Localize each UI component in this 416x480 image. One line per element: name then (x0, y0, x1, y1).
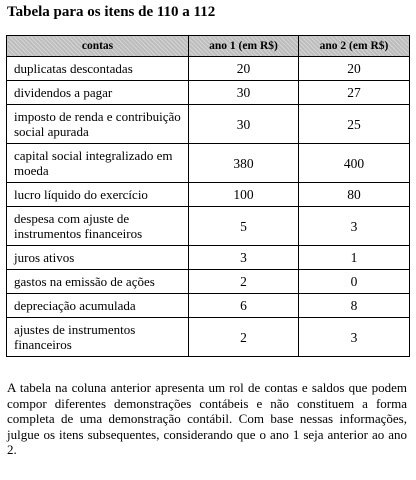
table-row (7, 144, 410, 183)
cell-ano-2: 80 (299, 183, 410, 207)
cell-ano-1: 100 (189, 183, 299, 207)
header-ano-1: ano 1 (em R$) (189, 36, 299, 57)
cell-conta: ajustes de instrumentos financeiros (7, 318, 189, 357)
table-row (7, 105, 410, 144)
cell-ano-1: 2 (189, 318, 299, 357)
cell-conta: depreciação acumulada (7, 294, 189, 318)
table-row (7, 294, 410, 318)
accounts-table (6, 35, 410, 357)
cell-ano-2: 25 (299, 105, 410, 144)
table-row (7, 57, 410, 81)
cell-conta: capital social integralizado em moeda (7, 144, 189, 183)
cell-ano-2: 0 (299, 270, 410, 294)
cell-ano-1: 380 (189, 144, 299, 183)
cell-conta: despesa com ajuste de instrumentos financeiros (7, 207, 189, 246)
cell-ano-2: 3 (299, 318, 410, 357)
cell-ano-1: 6 (189, 294, 299, 318)
cell-conta: juros ativos (7, 246, 189, 270)
section-title: Tabela para os itens de 110 a 112 (7, 4, 216, 20)
cell-ano-1: 30 (189, 105, 299, 144)
table-row (7, 81, 410, 105)
cell-ano-1: 30 (189, 81, 299, 105)
cell-conta: gastos na emissão de ações (7, 270, 189, 294)
cell-ano-2: 20 (299, 57, 410, 81)
table-row (7, 183, 410, 207)
cell-ano-2: 8 (299, 294, 410, 318)
cell-ano-1: 3 (189, 246, 299, 270)
cell-conta: dividendos a pagar (7, 81, 189, 105)
table-row (7, 318, 410, 357)
table-row (7, 270, 410, 294)
cell-conta: duplicatas descontadas (7, 57, 189, 81)
table-row (7, 207, 410, 246)
instructions-paragraph: A tabela na coluna anterior apresenta um rol de contas e saldos que podem compor diferentes demonstrações contábeis e não constituem a forma completa de uma demonstração contábil. Com base nessas informações, julgue os itens subsequentes, considerando que o ano 1 seja anterior ao ano 2. (7, 380, 407, 457)
table-header-row (7, 36, 410, 57)
cell-ano-2: 3 (299, 207, 410, 246)
cell-conta: lucro líquido do exercício (7, 183, 189, 207)
cell-ano-2: 400 (299, 144, 410, 183)
cell-conta: imposto de renda e contribuição social apurada (7, 105, 189, 144)
table-row (7, 246, 410, 270)
cell-ano-1: 5 (189, 207, 299, 246)
cell-ano-2: 1 (299, 246, 410, 270)
cell-ano-2: 27 (299, 81, 410, 105)
header-ano-2: ano 2 (em R$) (299, 36, 410, 57)
header-contas: contas (7, 36, 189, 57)
cell-ano-1: 20 (189, 57, 299, 81)
cell-ano-1: 2 (189, 270, 299, 294)
